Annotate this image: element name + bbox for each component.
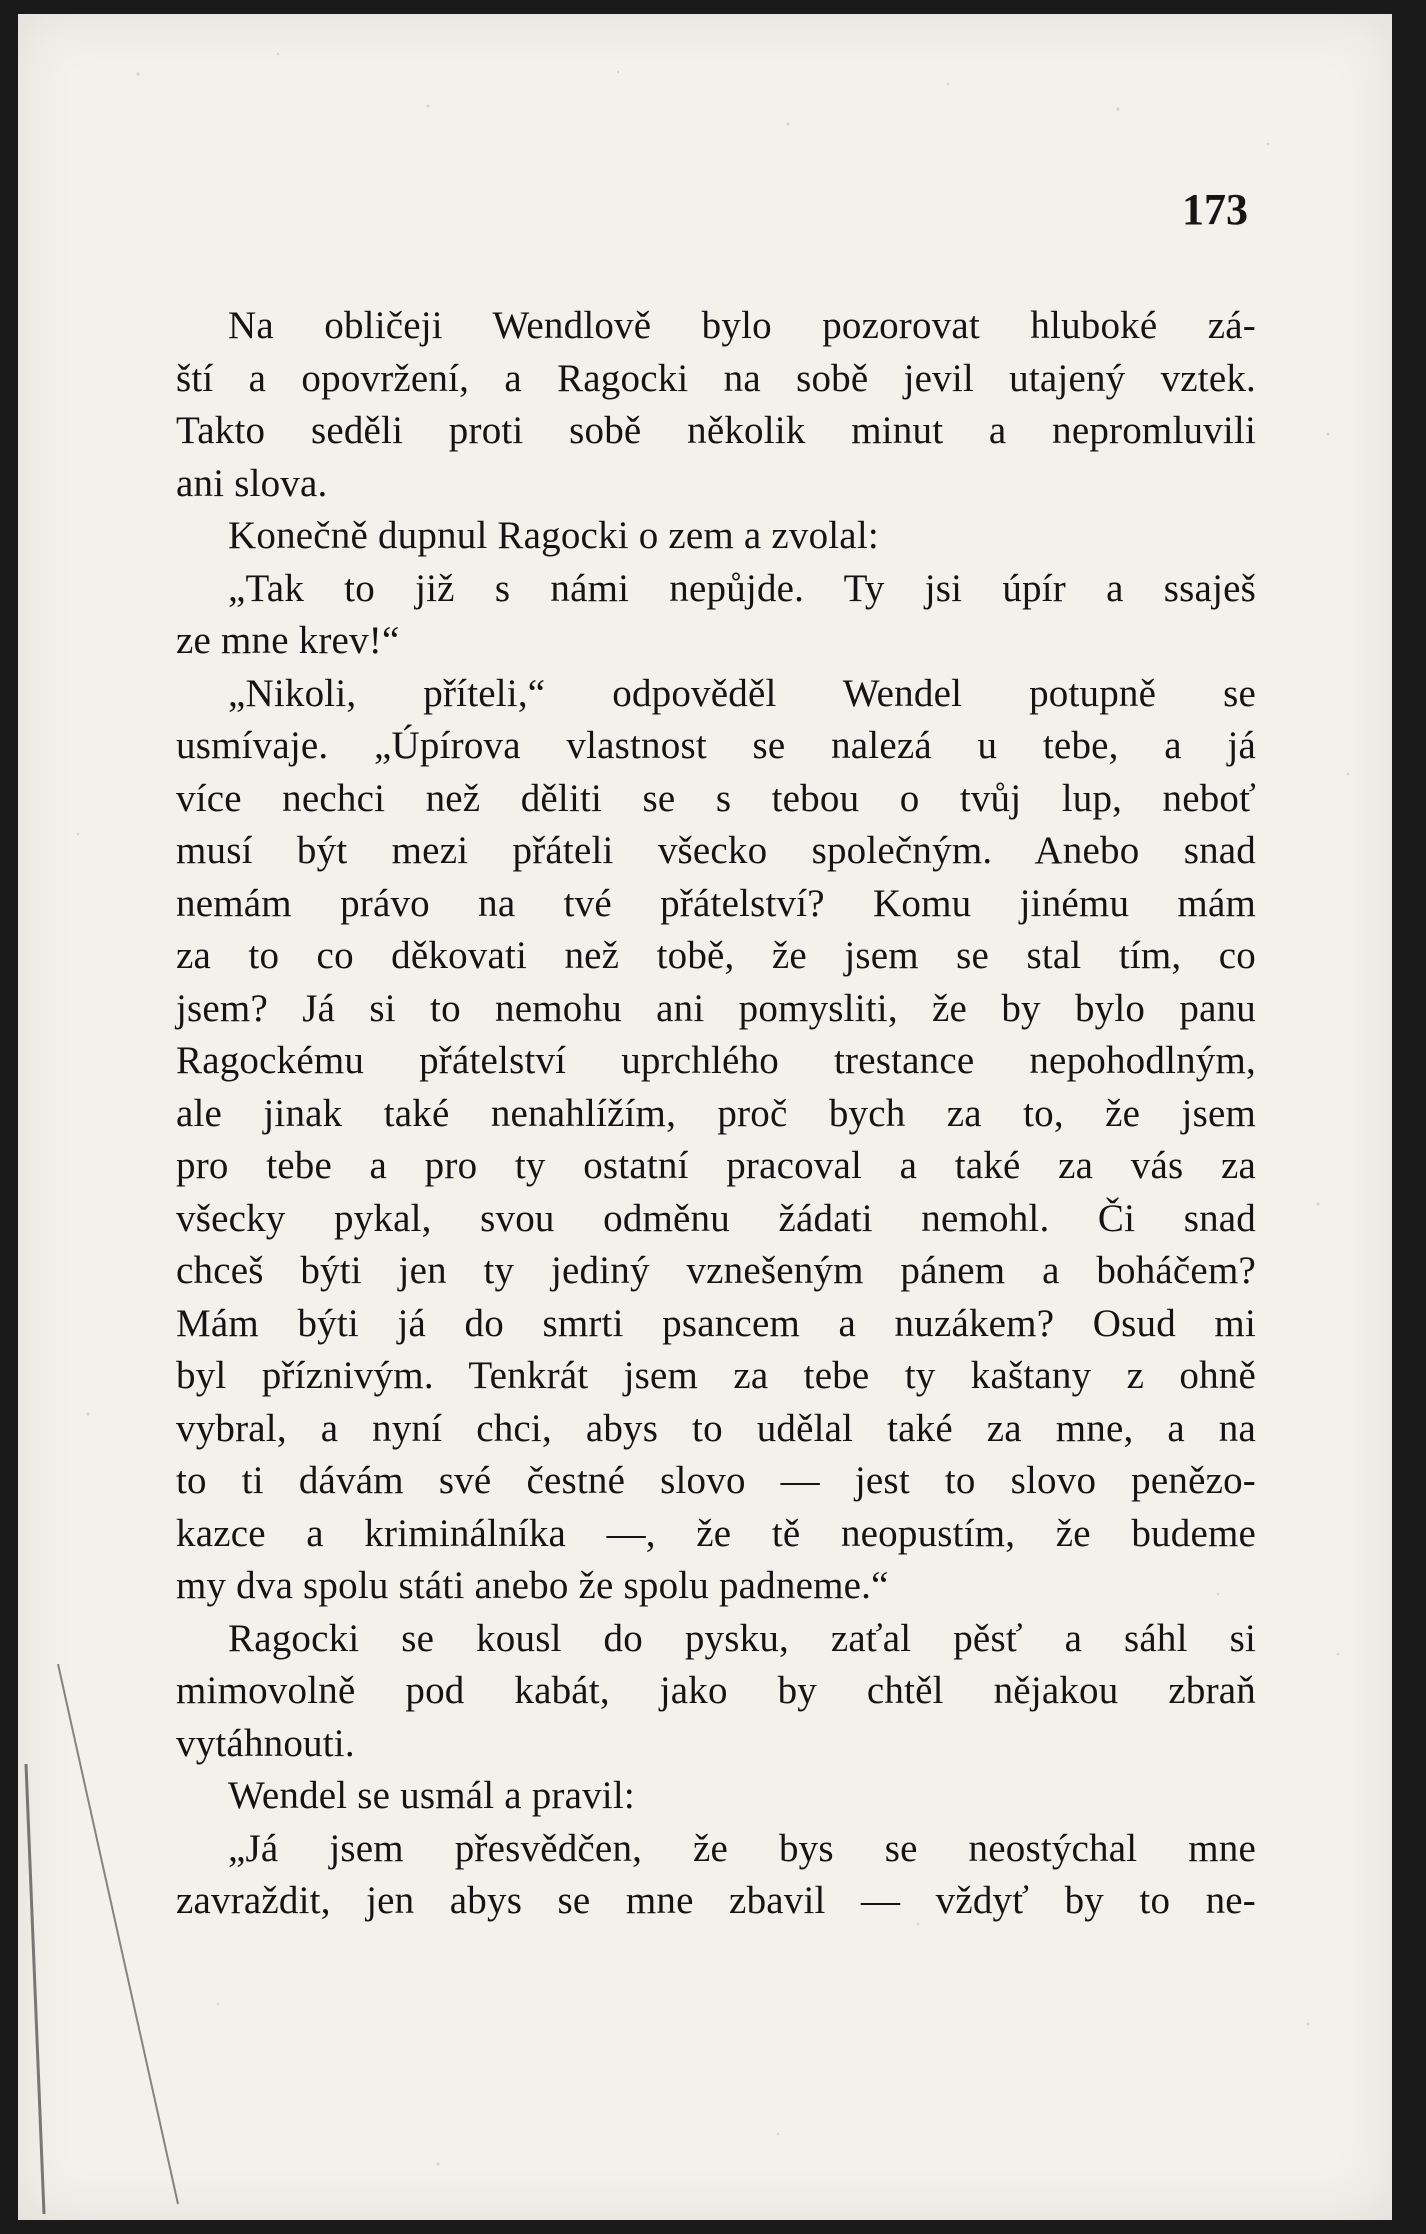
text-line: Na obličeji Wendlově bylo pozorovat hluboké zá- [228,304,1256,347]
book-page [18,14,1392,2220]
text-line: „Já jsem přesvědčen, že bys se neostýchal mne [228,1826,1256,1870]
text-line: ani slova. [176,461,328,505]
text-line: vytáhnouti. [176,1721,355,1765]
text-line: byl příznivým. Tenkrát jsem za tebe ty kaštany z ohně [176,1354,1256,1397]
text-line: ští a opovržení, a Ragocki na sobě jevil utajený vztek. [176,356,1256,400]
text-line: více nechci než děliti se s tebou o tvůj lup, neboť [176,776,1256,820]
text-line: ale jinak také nenahlížím, proč bych za to, že jsem [176,1091,1256,1135]
text-line: Takto seděli proti sobě několik minut a nepromluvili [176,409,1256,452]
text-line: chceš býti jen ty jediný vznešeným pánem a boháčem? [176,1249,1256,1292]
text-line: všecky pykal, svou odměnu žádati nemohl. Či snad [176,1196,1256,1240]
text-line: Mám býti já do smrti psancem a nuzákem? Osud mi [176,1301,1256,1345]
page-number: 173 [1182,185,1248,234]
text-line: Wendel se usmál a pravil: [228,1774,635,1817]
text-line: Konečně dupnul Ragocki o zem a zvolal: [228,514,879,557]
text-line: Ragockému přátelství uprchlého trestance nepohodlným, [176,1039,1256,1082]
text-line: my dva spolu státi anebo že spolu padneme.“ [176,1564,889,1607]
text-line: mimovolně pod kabát, jako by chtěl nějakou zbraň [176,1669,1256,1712]
text-line: nemám právo na tvé přátelství? Komu jinému mám [176,881,1256,925]
body-text [176,300,1256,1928]
text-line: „Nikoli, příteli,“ odpověděl Wendel potupně se [228,671,1256,715]
text-line: za to co děkovati než tobě, že jsem se stal tím, co [176,934,1256,977]
text-line: to ti dávám své čestné slovo — jest to slovo penězo- [176,1459,1256,1502]
text-line: „Tak to již s námi nepůjde. Ty jsi úpír a ssaješ [228,566,1256,610]
text-line: kazce a kriminálníka —, že tě neopustím, že budeme [176,1511,1256,1555]
text-line: musí být mezi přáteli všecko společným. Anebo snad [176,829,1256,872]
text-line: vybral, a nyní chci, abys to udělal také za mne, a na [176,1406,1256,1450]
text-line: pro tebe a pro ty ostatní pracoval a také za vás za [176,1144,1256,1187]
text-line: usmívaje. „Úpírova vlastnost se nalezá u tebe, a já [176,724,1256,767]
text-line: jsem? Já si to nemohu ani pomysliti, že by bylo panu [176,986,1256,1030]
text-line: ze mne krev!“ [176,619,400,662]
text-line: Ragocki se kousl do pysku, zaťal pěsť a sáhl si [228,1616,1256,1660]
text-line: zavraždit, jen abys se mne zbavil — vždyť by to ne- [176,1879,1256,1922]
